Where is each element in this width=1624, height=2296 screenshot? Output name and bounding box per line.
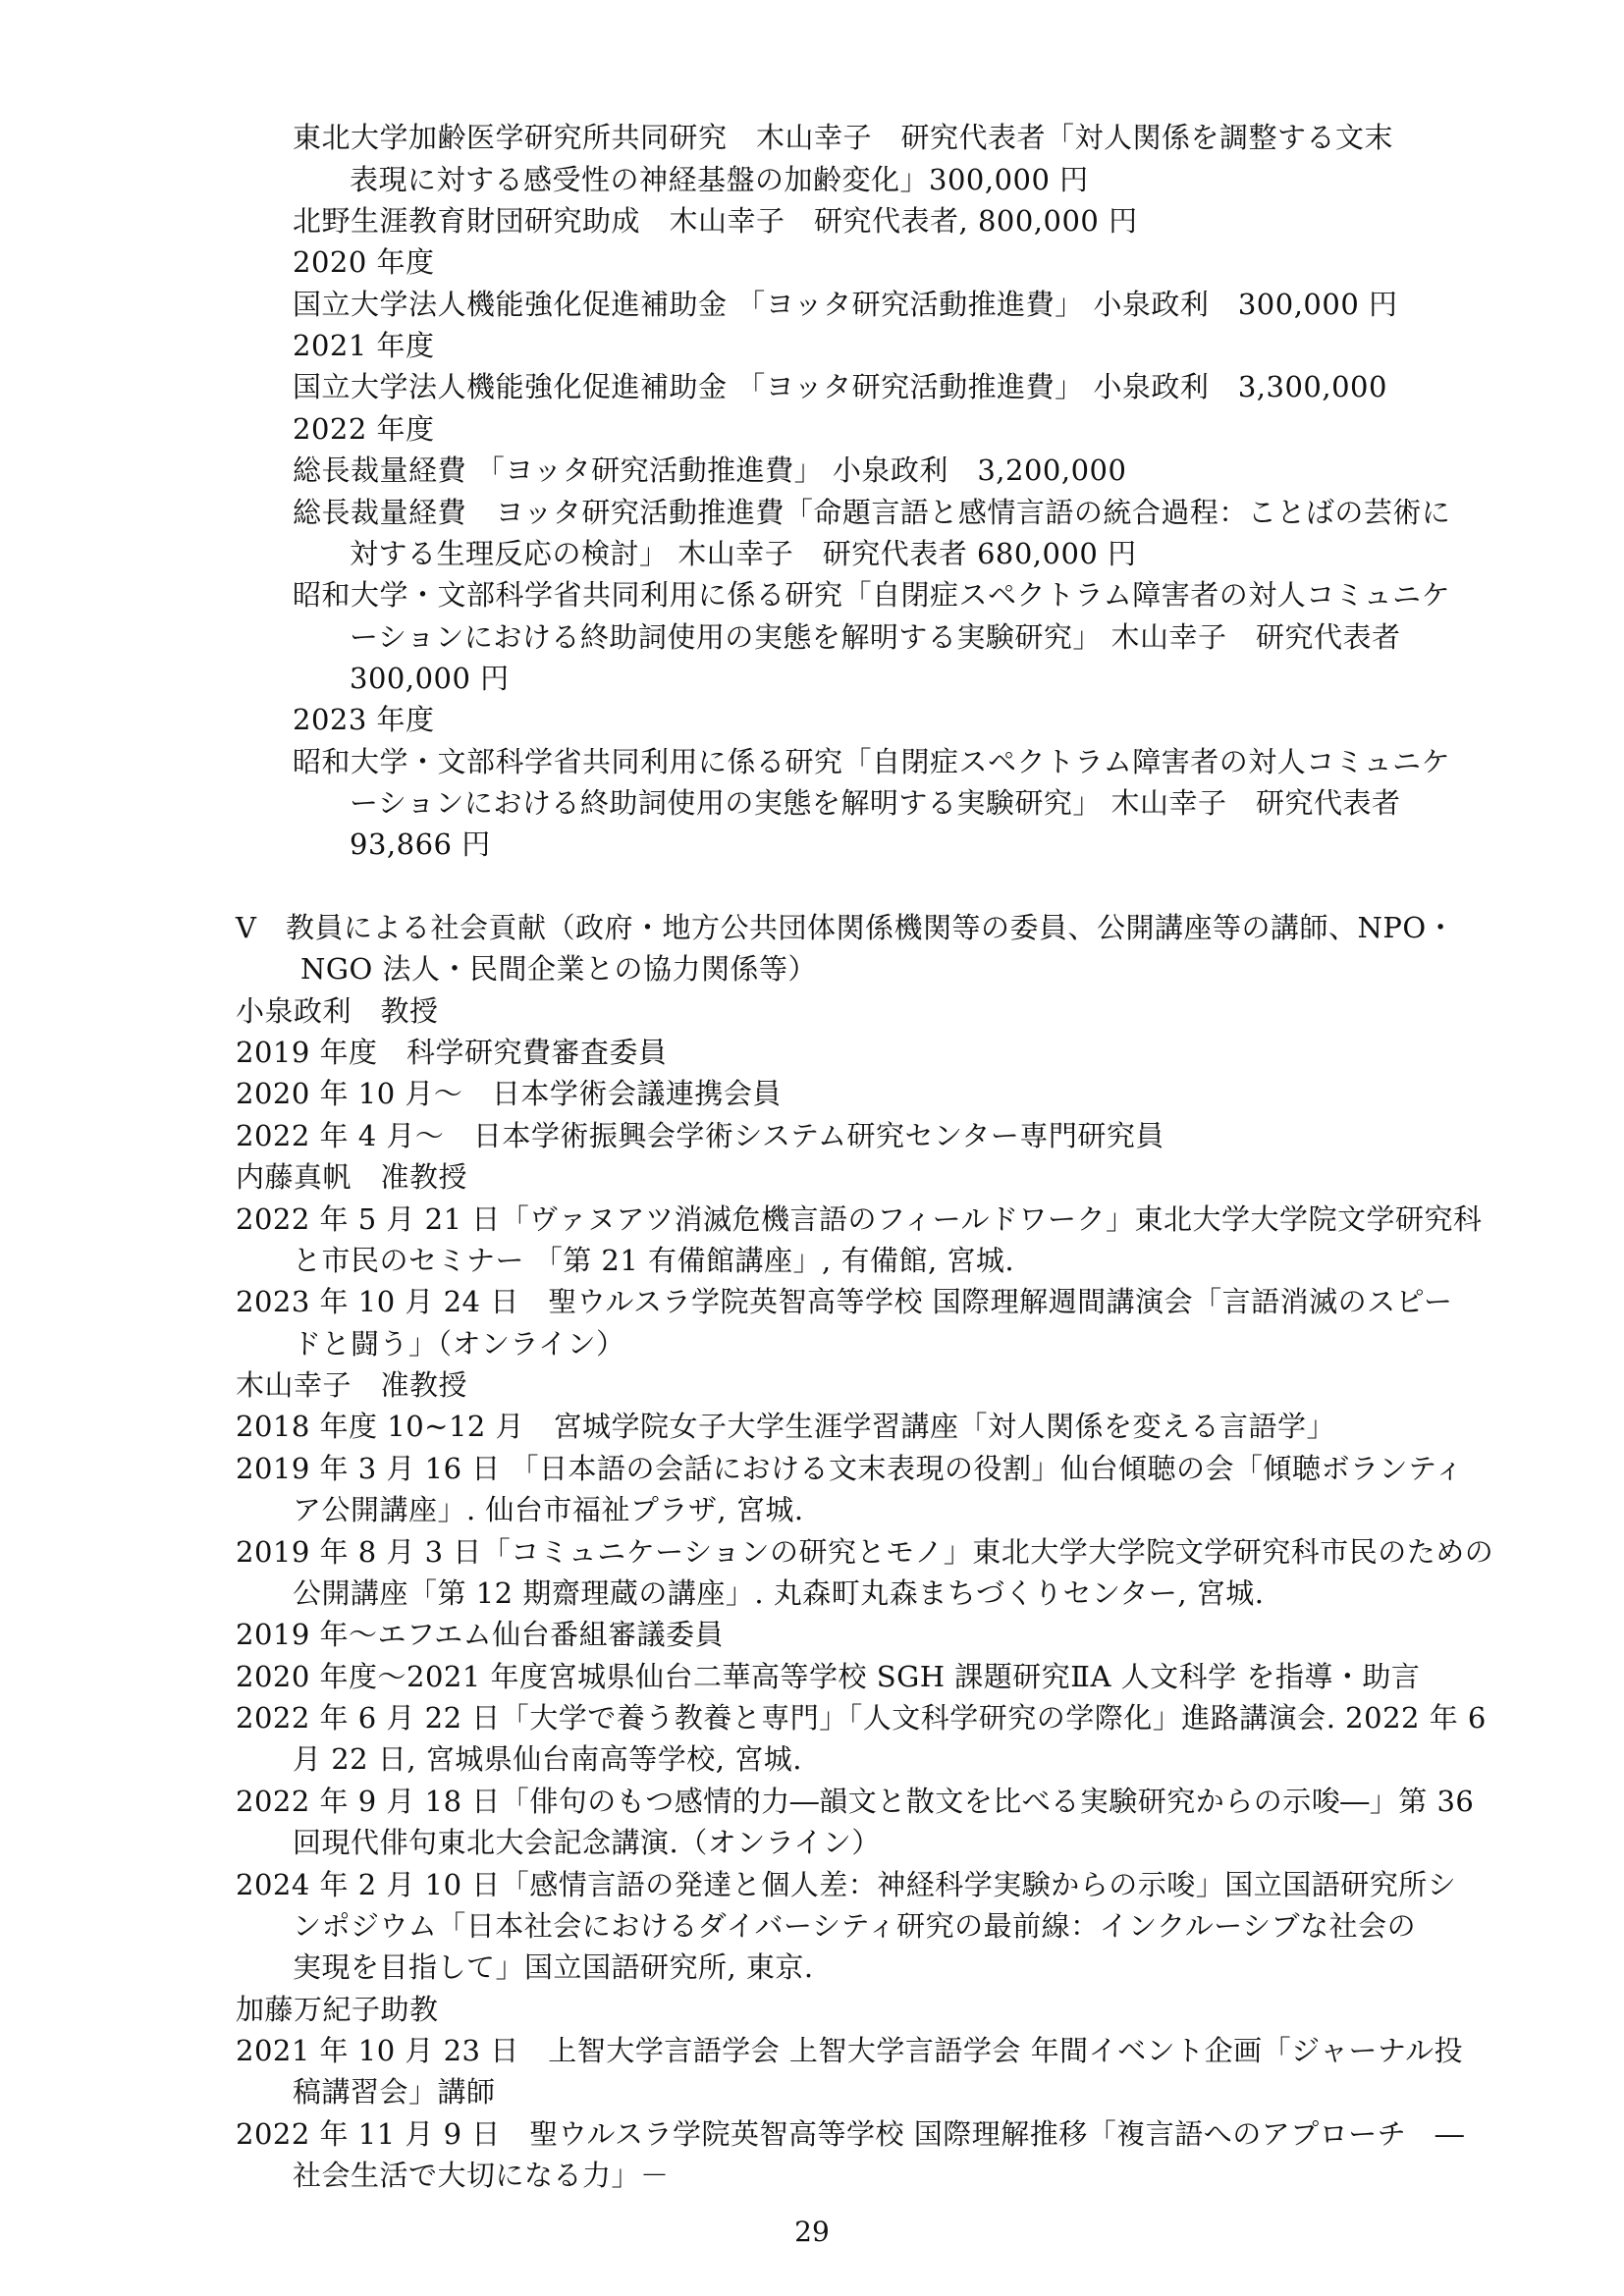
text-line: 2022 年 4 月〜 日本学術振興会学術システム研究センター専門研究員 xyxy=(236,1119,1164,1152)
text-line: ーションにおける終助詞使用の実態を解明する実験研究」 木山幸子 研究代表者 xyxy=(350,620,1401,654)
text-line: 昭和大学・文部科学省共同利用に係る研究「自閉症スペクトラム障害者の対人コミュニケ xyxy=(293,578,1451,612)
text-line: 2019 年 8 月 3 日「コミュニケーションの研究とモノ」東北大学大学院文学研究科市民のための xyxy=(236,1535,1494,1569)
text-line: 2019 年 3 月 16 日 「日本語の会話における文末表現の役割」仙台傾聴の会「傾聴ボランティ xyxy=(236,1452,1464,1485)
year-heading: 2020 年度 xyxy=(293,245,435,279)
text-line: ーションにおける終助詞使用の実態を解明する実験研究」 木山幸子 研究代表者 xyxy=(350,786,1401,820)
year-heading: 2022 年度 xyxy=(293,412,435,446)
text-line: ンポジウム「日本社会におけるダイバーシティ研究の最前線：インクルーシブな社会の xyxy=(293,1909,1417,1943)
text-line: 93,866 円 xyxy=(350,828,491,861)
text-line: 回現代俳句東北大会記念講演.（オンライン） xyxy=(293,1826,881,1859)
section-heading: V 教員による社会貢献（政府・地方公共団体関係機関等の委員、公開講座等の講師、NPO・ xyxy=(236,911,1456,944)
text-line: 2022 年 5 月 21 日「ヴァヌアツ消滅危機言語のフィールドワーク」東北大学大学院文学研究科 xyxy=(236,1202,1483,1236)
faculty-name: 加藤万紀子助教 xyxy=(236,1993,439,2026)
text-line: 昭和大学・文部科学省共同利用に係る研究「自閉症スペクトラム障害者の対人コミュニケ xyxy=(293,745,1451,778)
text-line: ア公開講座」. 仙台市福祉プラザ, 宮城. xyxy=(293,1493,804,1526)
text-line: 2022 年 6 月 22 日「大学で養う教養と専門」「人文科学研究の学際化」進路講演会. 2022 年 6 xyxy=(236,1701,1487,1735)
text-line: 表現に対する感受性の神経基盤の加齢変化」300,000 円 xyxy=(350,163,1089,196)
text-line: 300,000 円 xyxy=(350,662,510,695)
text-line: 社会生活で大切になる力」－ xyxy=(293,2159,670,2192)
text-line: 2021 年 10 月 23 日 上智大学言語学会 上智大学言語学会 年間イベント企画「ジャーナル投 xyxy=(236,2034,1464,2067)
text-line: 月 22 日, 宮城県仙台南高等学校, 宮城. xyxy=(293,1742,802,1776)
text-line: 稿講習会」講師 xyxy=(293,2075,496,2109)
text-line: 2022 年 9 月 18 日「俳句のもつ感情的力―韻文と散文を比べる実験研究からの示唆―」第 36 xyxy=(236,1785,1475,1818)
text-line: 対する生理反応の検討」 木山幸子 研究代表者 680,000 円 xyxy=(350,537,1137,570)
text-line: 総長裁量経費 ヨッタ研究活動推進費「命題言語と感情言語の統合過程：ことばの芸術に xyxy=(293,496,1451,529)
text-line: ドと闘う」（オンライン） xyxy=(293,1327,625,1361)
text-line: 東北大学加齢医学研究所共同研究 木山幸子 研究代表者「対人関係を調整する文末 xyxy=(293,121,1394,154)
text-line: 2024 年 2 月 10 日「感情言語の発達と個人差：神経科学実験からの示唆」国立国語研究所シ xyxy=(236,1868,1457,1901)
text-line: 2019 年〜エフエム仙台番組審議委員 xyxy=(236,1618,725,1651)
text-line: 2018 年度 10~12 月 宮城学院女子大学生涯学習講座「対人関係を変える言語学」 xyxy=(236,1410,1336,1443)
faculty-name: 木山幸子 准教授 xyxy=(236,1368,468,1402)
text-line: 公開講座「第 12 期齋理蔵の講座」. 丸森町丸森まちづくりセンター, 宮城. xyxy=(293,1576,1265,1610)
year-heading: 2023 年度 xyxy=(293,703,435,736)
text-line: 北野生涯教育財団研究助成 木山幸子 研究代表者, 800,000 円 xyxy=(293,204,1138,238)
text-line: 実現を目指して」国立国語研究所, 東京. xyxy=(293,1950,814,1984)
section-heading-cont: NGO 法人・民間企業との協力関係等） xyxy=(300,952,818,986)
text-line: 2020 年度〜2021 年度宮城県仙台二華高等学校 SGH 課題研究ⅡA 人文科学 を指導・助言 xyxy=(236,1660,1421,1693)
text-line: 国立大学法人機能強化促進補助金 「ヨッタ研究活動推進費」 小泉政利 3,300,000 xyxy=(293,370,1387,403)
text-line: 2019 年度 科学研究費審査委員 xyxy=(236,1036,668,1069)
text-line: 2020 年 10 月〜 日本学術会議連携会員 xyxy=(236,1077,782,1110)
text-line: 総長裁量経費 「ヨッタ研究活動推進費」 小泉政利 3,200,000 xyxy=(293,454,1127,487)
text-line: 国立大学法人機能強化促進補助金 「ヨッタ研究活動推進費」 小泉政利 300,000 円 xyxy=(293,288,1398,321)
text-line: と市民のセミナー 「第 21 有備館講座」, 有備館, 宮城. xyxy=(293,1244,1015,1277)
text-line: 2023 年 10 月 24 日 聖ウルスラ学院英智高等学校 国際理解週間講演会「言語消滅のスピー xyxy=(236,1285,1453,1318)
page-number: 29 xyxy=(794,2216,830,2248)
faculty-name: 内藤真帆 准教授 xyxy=(236,1160,468,1194)
text-line: 2022 年 11 月 9 日 聖ウルスラ学院英智高等学校 国際理解推移「複言語へのアプローチ ― xyxy=(236,2117,1465,2151)
year-heading: 2021 年度 xyxy=(293,329,435,362)
faculty-name: 小泉政利 教授 xyxy=(236,994,439,1028)
